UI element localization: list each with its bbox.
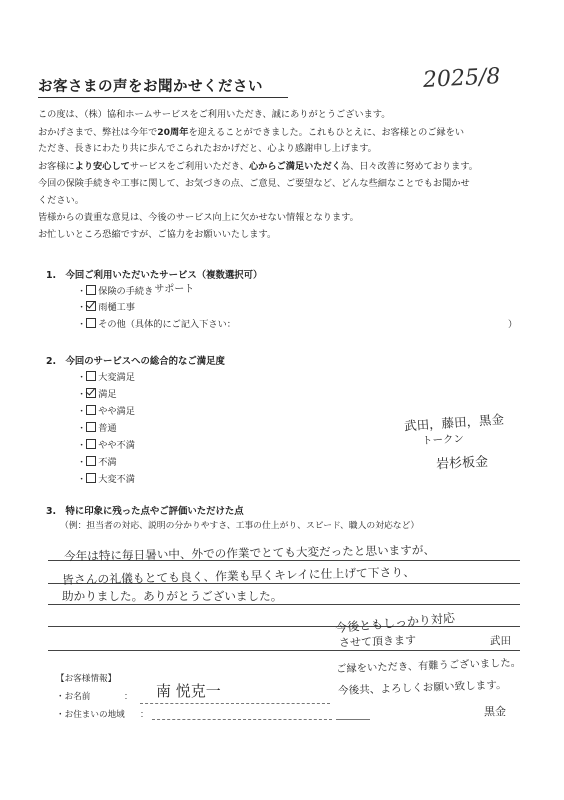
comment-line-3: 助かりました。ありがとうございました。 — [62, 589, 283, 603]
intro-line-5: 今回の保険手続きや工事に関して、お気づきの点、ご意見、ご要望など、どんな些細なことでもお聞かせ — [38, 178, 470, 189]
option-label: やや不満 — [98, 440, 135, 451]
intro-line-7: 皆様からの貴重な意見は、今後のサービス向上に欠かせない情報となります。 — [38, 212, 359, 223]
option-label: 普通 — [98, 423, 117, 434]
customer-name-colon: ： — [124, 692, 133, 702]
page-title: お客さまの声をお聞かせください — [38, 79, 263, 95]
satisfaction-option-neutral[interactable]: ・ 普通 — [77, 423, 117, 434]
section1-title: 1. 今回ご利用いただいたサービス（複数選択可） — [46, 270, 263, 281]
intro-line-2 — [38, 126, 464, 140]
section3-title: 3. 特に印象に残った点やご評価いただけた点 — [46, 506, 244, 517]
intro-text: 為、日々改善に努めております。 — [340, 161, 478, 172]
other-close-paren: ） — [508, 319, 518, 330]
handwritten-note: サポート — [154, 284, 195, 295]
title-underline — [38, 97, 288, 98]
writing-line-5 — [48, 650, 520, 651]
reply2-line-1: ご縁をいただき、有難うございました。 — [335, 656, 522, 676]
section2-title: 2. 今回のサービスへの総合的なご満足度 — [46, 356, 225, 367]
checkbox[interactable] — [86, 405, 96, 415]
intro-line-8: お忙しいところ恐縮ですが、ご協力をお願いいたします。 — [38, 229, 277, 240]
staff-note-line-1: 武田，藤田，黒金 — [403, 411, 505, 434]
intro-line-1: この度は、（株）協和ホームサービスをご利用いただき、誠にありがとうございます。 — [38, 109, 391, 120]
checkbox[interactable] — [86, 318, 96, 328]
satisfaction-option-satisfied[interactable]: ・ 満足 — [77, 389, 117, 400]
intro-text: おかげさまで、弊社は今年で — [38, 127, 158, 138]
option-label: 不満 — [98, 457, 117, 468]
intro-line-4 — [38, 160, 478, 174]
intro-text: を迎えることができました。これもひとえに、お客様とのご縁をい — [188, 127, 465, 138]
section3-example: （例：担当者の対応、説明の分かりやすさ、工事の仕上がり、スピード、職人の対応など） — [60, 521, 420, 531]
staff-note-line-2: トークン — [421, 432, 465, 448]
intro-line-3: ただき、長きにわたり共に歩んでこられたおかげだと、心より感謝申し上げます。 — [38, 143, 377, 154]
checkbox[interactable] — [86, 439, 96, 449]
checkbox[interactable] — [86, 456, 96, 466]
reply1-line-2: させて頂きます — [338, 633, 417, 650]
option-label: 大変満足 — [98, 372, 135, 383]
option-label: 保険の手続き — [98, 286, 154, 297]
option-label: やや満足 — [98, 406, 135, 417]
customer-name-label: ・お名前 — [56, 692, 91, 702]
staff-note-line-3: 岩杉板金 — [435, 454, 489, 473]
checkbox[interactable] — [86, 285, 96, 295]
section1-option-gutter[interactable]: ・ 雨樋工事 — [77, 302, 135, 313]
section1-option-insurance[interactable]: ・ 保険の手続きサポート — [77, 284, 195, 297]
intro-text: お客様に — [38, 161, 75, 172]
customer-area-field-line[interactable] — [152, 719, 332, 720]
intro-emphasis: より安心して — [74, 161, 130, 172]
checkbox[interactable] — [86, 422, 96, 432]
comment-line-2: 皆さんの礼儀もとても良く、作業も早くキレイに仕上げて下さり、 — [61, 564, 416, 588]
intro-text: サービスをご利用いただき、 — [129, 161, 249, 172]
satisfaction-option-very-satisfied[interactable]: ・ 大変満足 — [77, 372, 135, 383]
customer-info-title: 【お客様情報】 — [56, 674, 117, 684]
option-label: 満足 — [98, 389, 117, 400]
checkbox[interactable] — [86, 473, 96, 483]
comment-line-1: 今年は特に毎日暑い中、外での作業でとても大変だったと思いますが、 — [63, 542, 436, 564]
reply2-line-2: 今後共、よろしくお願い致します。 — [337, 679, 507, 697]
checkbox-checked[interactable] — [86, 388, 96, 398]
satisfaction-option-dissatisfied[interactable]: ・ 不満 — [77, 457, 117, 468]
reply1-line-1: 今後ともしっかり対応 — [334, 610, 456, 636]
section1-option-other[interactable]: ・ その他（具体的にご記入下さい： — [77, 319, 236, 330]
intro-emphasis: 20周年 — [157, 127, 189, 138]
satisfaction-option-somewhat-dissatisfied[interactable]: ・ やや不満 — [77, 440, 135, 451]
option-label: その他（具体的にご記入下さい： — [98, 319, 236, 330]
handwritten-date: 2025/8 — [422, 63, 502, 94]
reply1-signature: 武田 — [490, 635, 511, 647]
customer-area-field-line-extra — [336, 719, 370, 720]
customer-area-colon: ： — [140, 710, 149, 720]
writing-line-3 — [48, 604, 520, 605]
satisfaction-option-somewhat-satisfied[interactable]: ・ やや満足 — [77, 406, 135, 417]
intro-emphasis: 心からご満足いただく — [248, 161, 341, 172]
checkbox-checked[interactable] — [86, 301, 96, 311]
option-label: 大変不満 — [98, 474, 135, 485]
satisfaction-option-very-dissatisfied[interactable]: ・ 大変不満 — [77, 474, 135, 485]
customer-name-field-line[interactable] — [140, 703, 330, 704]
option-label: 雨樋工事 — [98, 302, 135, 313]
customer-area-label: ・お住まいの地域 — [56, 710, 125, 720]
customer-name-value: 南 悦克一 — [156, 682, 221, 700]
reply2-signature: 黒金 — [484, 705, 506, 718]
intro-line-6: ください。 — [38, 195, 84, 206]
checkbox[interactable] — [86, 371, 96, 381]
